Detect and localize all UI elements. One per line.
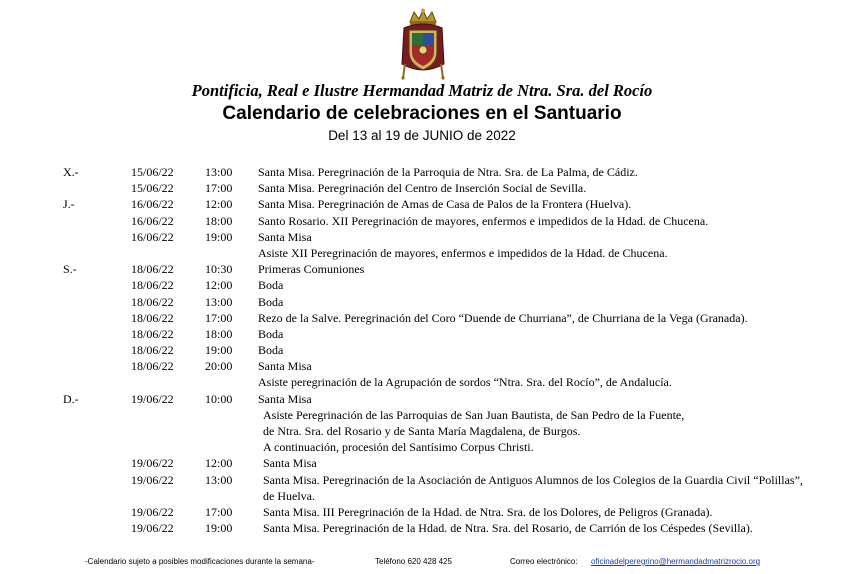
- event-description: de Ntra. Sra. del Rosario y de Santa María Magdalena, de Burgos.: [263, 424, 581, 438]
- footer-email-link[interactable]: oficinadelperegrino@hermandadmatrizrocio.org: [591, 557, 761, 566]
- page-title: Calendario de celebraciones en el Santuario: [222, 103, 622, 124]
- event-time: 17:00: [205, 504, 233, 519]
- day-label: X.-: [63, 165, 79, 179]
- footer-email-label: Correo electrónico:: [510, 557, 578, 566]
- schedule-row: [0, 455, 844, 471]
- schedule-row: [0, 391, 844, 407]
- schedule-row: [0, 196, 844, 212]
- event-date: 16/06/22: [131, 197, 174, 212]
- event-description: Santa Misa. Peregrinación de la Hdad. de Ntra. Sra. del Rosario, de Carrión de los Céspedes (Sevilla).: [263, 521, 753, 536]
- event-time: 12:00: [205, 456, 233, 471]
- schedule-row: [0, 326, 844, 342]
- event-description: Santa Misa. Peregrinación de la Asociación de Antiguos Alumnos de los Colegios de la Guardia Civil “Polillas”,: [263, 472, 803, 487]
- event-date: 16/06/22: [131, 229, 174, 244]
- schedule-row: [0, 374, 844, 390]
- event-date: 18/06/22: [131, 343, 174, 358]
- schedule-row: [0, 310, 844, 326]
- event-description: Santa Misa. Peregrinación de la Parroquia de Ntra. Sra. de La Palma, de Cádiz.: [258, 165, 638, 179]
- schedule-row: [0, 407, 844, 423]
- event-description: Santa Misa: [258, 229, 312, 244]
- schedule-row: [0, 277, 844, 293]
- event-time: 19:00: [205, 343, 233, 358]
- event-time: 12:00: [205, 197, 233, 212]
- event-date: 19/06/22: [131, 521, 174, 536]
- hermandad-coat-of-arms: [398, 8, 448, 80]
- event-date: 16/06/22: [131, 213, 174, 228]
- event-time: 20:00: [205, 359, 233, 374]
- event-date: 18/06/22: [131, 294, 174, 309]
- schedule-row: [0, 261, 844, 277]
- event-time: 17:00: [205, 181, 233, 196]
- footer-note: -Calendario sujeto a posibles modificaciones durante la semana-: [85, 557, 315, 566]
- event-description: Asiste Peregrinación de las Parroquias de San Juan Bautista, de San Pedro de la Fuente,: [263, 407, 685, 422]
- event-date: 18/06/22: [131, 359, 174, 374]
- event-description: Boda: [258, 294, 284, 309]
- event-date: 19/06/22: [131, 391, 174, 406]
- event-date: 18/06/22: [131, 278, 174, 293]
- schedule-row: [0, 245, 844, 261]
- event-date: 18/06/22: [131, 310, 174, 325]
- schedule-row: [0, 164, 844, 180]
- event-description: Asiste peregrinación de la Agrupación de sordos “Ntra. Sra. del Rocío”, de Andalucía.: [258, 375, 672, 390]
- day-label: J.-: [63, 197, 75, 212]
- hermandad-name: Pontificia, Real e Ilustre Hermandad Matriz de Ntra. Sra. del Rocío: [191, 81, 653, 100]
- event-time: 17:00: [205, 310, 233, 325]
- schedule-row: [0, 180, 844, 196]
- event-description: Santa Misa: [263, 456, 317, 471]
- event-time: 13:00: [205, 472, 233, 487]
- event-date: 19/06/22: [131, 504, 174, 519]
- event-date: 19/06/22: [131, 472, 174, 487]
- event-description: Santa Misa: [258, 391, 312, 406]
- event-description: Boda: [258, 278, 284, 293]
- schedule-row: [0, 488, 844, 504]
- event-time: 10:00: [205, 391, 233, 406]
- schedule-row: [0, 342, 844, 358]
- event-description: Rezo de la Salve. Peregrinación del Coro “Duende de Churriana”, de Churriana de la Vega (Granada).: [258, 310, 748, 325]
- schedule-row: [0, 229, 844, 245]
- event-date: 15/06/22: [131, 165, 174, 179]
- event-date: 18/06/22: [131, 262, 174, 277]
- schedule-list: [0, 164, 844, 536]
- event-time: 18:00: [205, 213, 233, 228]
- event-time: 19:00: [205, 229, 233, 244]
- event-time: 10:30: [205, 262, 233, 277]
- event-description: Santa Misa. III Peregrinación de la Hdad. de Ntra. Sra. de los Dolores, de Peligros (Granada).: [263, 504, 713, 519]
- day-label: D.-: [63, 391, 79, 406]
- schedule-row: [0, 472, 844, 488]
- event-date: 15/06/22: [131, 181, 174, 196]
- schedule-row: [0, 358, 844, 374]
- event-description: A continuación, procesión del Santísimo Corpus Christi.: [263, 440, 534, 455]
- schedule-row: [0, 213, 844, 229]
- event-description: Asiste XII Peregrinación de mayores, enfermos e impedidos de la Hdad. de Chucena.: [258, 245, 668, 260]
- day-label: S.-: [63, 262, 77, 277]
- schedule-row: [0, 439, 844, 455]
- event-description: Santa Misa. Peregrinación del Centro de Inserción Social de Sevilla.: [258, 181, 587, 196]
- schedule-row: [0, 520, 844, 536]
- schedule-row: [0, 423, 844, 439]
- event-time: 19:00: [205, 521, 233, 536]
- event-time: 13:00: [205, 165, 233, 179]
- schedule-row: [0, 504, 844, 520]
- date-range: Del 13 al 19 de JUNIO de 2022: [328, 128, 516, 143]
- event-time: 13:00: [205, 294, 233, 309]
- event-time: 18:00: [205, 326, 233, 341]
- event-description: Santa Misa: [258, 359, 312, 374]
- schedule-row: [0, 294, 844, 310]
- event-description: Primeras Comuniones: [258, 262, 365, 277]
- event-description: Santa Misa. Peregrinación de Amas de Casa de Palos de la Frontera (Huelva).: [258, 197, 632, 212]
- event-description: Boda: [258, 343, 284, 358]
- event-description: Santo Rosario. XII Peregrinación de mayores, enfermos e impedidos de la Hdad. de Chucena.: [258, 213, 709, 228]
- event-date: 19/06/22: [131, 456, 174, 471]
- event-time: 12:00: [205, 278, 233, 293]
- event-description: de Huelva.: [263, 488, 315, 503]
- event-date: 18/06/22: [131, 326, 174, 341]
- footer-phone: Teléfono 620 428 425: [375, 557, 452, 566]
- footer: [0, 556, 844, 570]
- event-description: Boda: [258, 326, 284, 341]
